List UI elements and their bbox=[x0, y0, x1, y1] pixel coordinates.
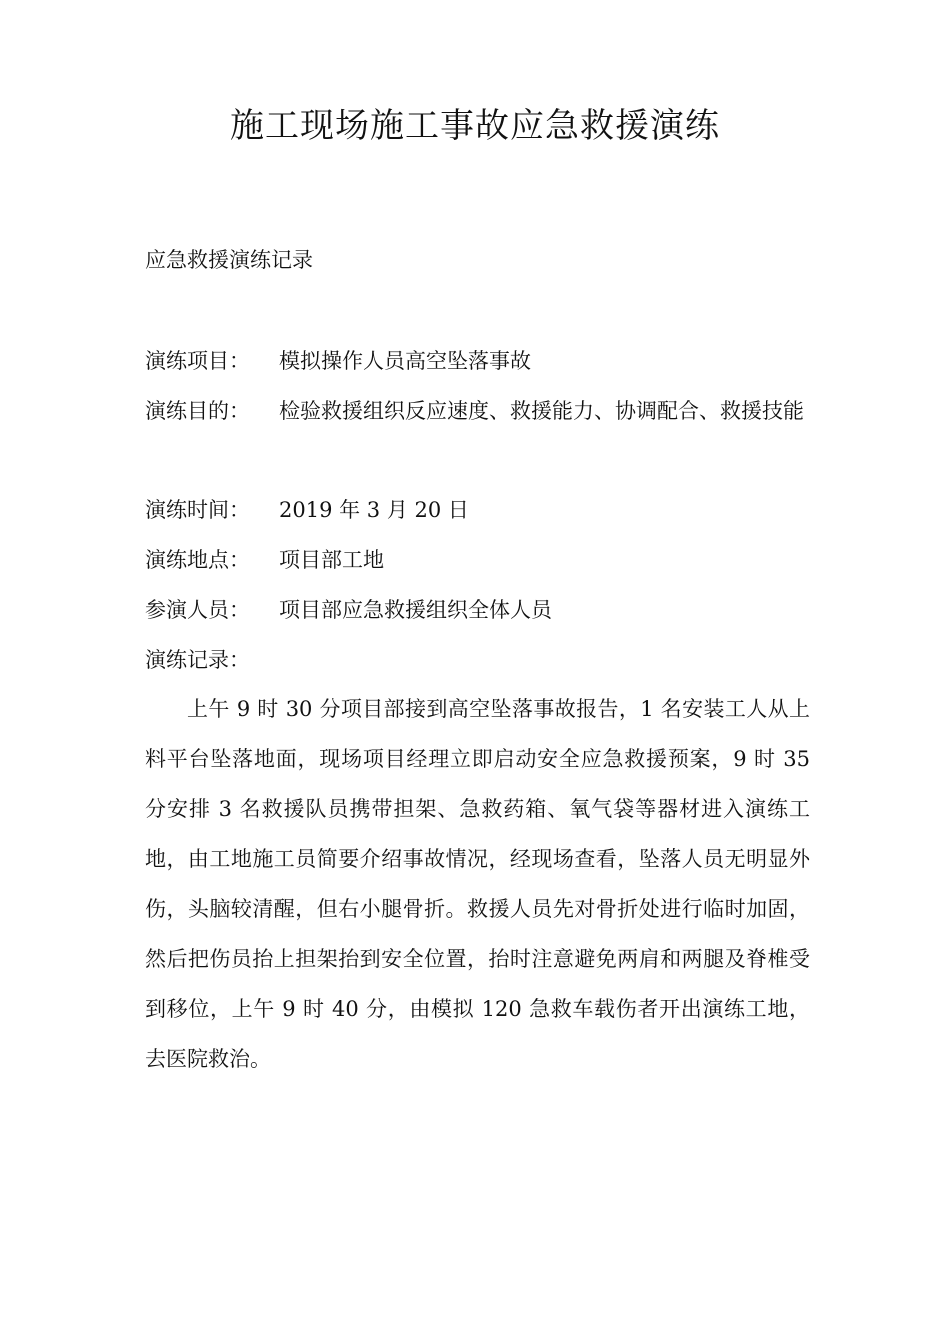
field-label-time: 演练时间： bbox=[145, 498, 250, 522]
field-label-project: 演练项目： bbox=[145, 349, 250, 373]
field-participants bbox=[145, 585, 810, 635]
field-purpose bbox=[145, 386, 810, 436]
field-label-participants: 参演人员： bbox=[145, 598, 250, 622]
field-value-project: 模拟操作人员高空坠落事故 bbox=[279, 349, 531, 373]
document-subtitle: 应急救援演练记录 bbox=[145, 248, 313, 272]
field-time bbox=[145, 485, 810, 535]
field-label-purpose: 演练目的： bbox=[145, 399, 250, 423]
field-value-participants: 项目部应急救援组织全体人员 bbox=[279, 598, 552, 622]
record-paragraph: 上午 9 时 30 分项目部接到高空坠落事故报告，1 名安装工人从上料平台坠落地面，现场项目经理立即启动安全应急救援预案，9 时 35 分安排 3 名救援队员携带担架、急救药箱、氧气袋等器材进入演练工地，由工地施工员简要介绍事故情况，经现场查看，坠落人员无明显外伤，头脑较清醒，但右小腿骨折。救援人员先对骨折处进行临时加固，然后把伤员抬上担架抬到安全位置，抬时注意避免两肩和两腿及脊椎受到移位，上午 9 时 40 分，由模拟 120 急救车载伤者开出演练工地，去医院救治。 bbox=[145, 697, 810, 1071]
field-value-purpose: 检验救援组织反应速度、救援能力、协调配合、救援技能 bbox=[279, 399, 804, 423]
document-title: 施工现场施工事故应急救援演练 bbox=[230, 106, 720, 146]
field-record bbox=[145, 635, 810, 685]
field-place bbox=[145, 535, 810, 585]
field-label-place: 演练地点： bbox=[145, 548, 250, 572]
field-project bbox=[145, 336, 810, 386]
field-label-record: 演练记录： bbox=[145, 648, 250, 672]
field-value-place: 项目部工地 bbox=[279, 548, 384, 572]
field-value-time: 2019 年 3 月 20 日 bbox=[279, 498, 469, 522]
